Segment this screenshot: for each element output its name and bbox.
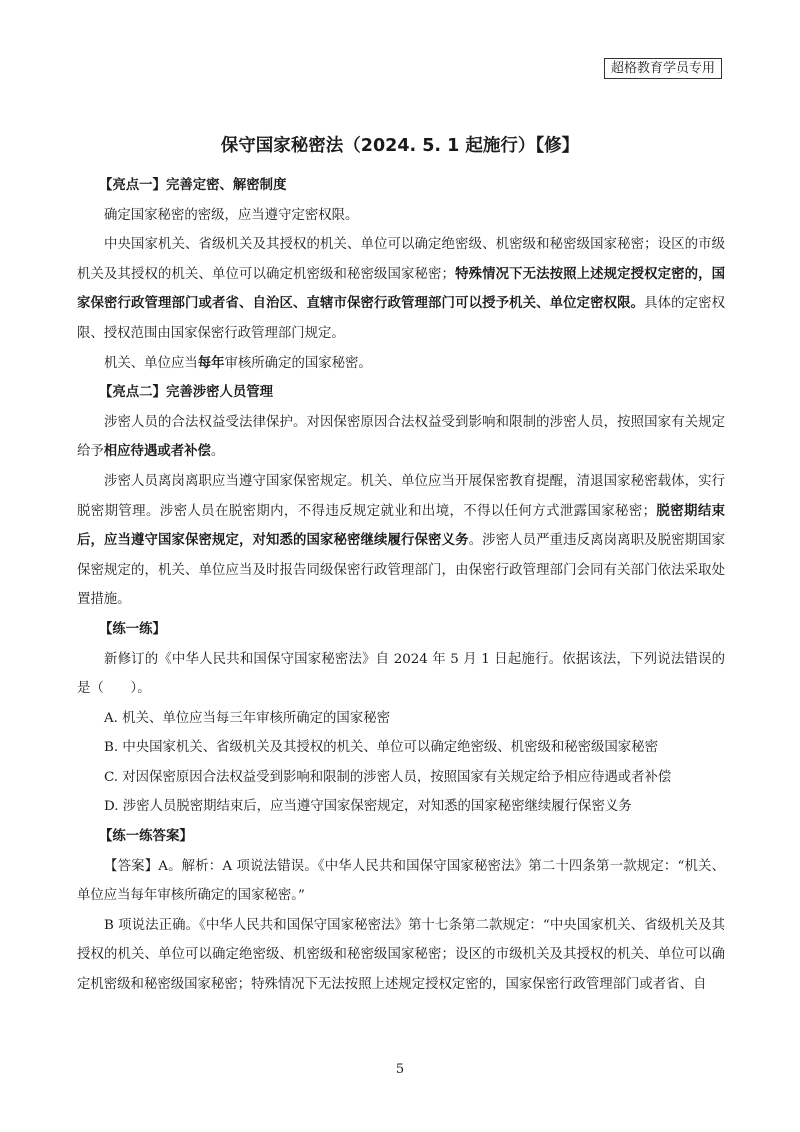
answer-heading: 【练一练答案】 (99, 829, 193, 845)
answer-b-paragraph: B 项说法正确。《中华人民共和国保守国家秘密法》第十七条第二款规定：“中央国家机关、省级机关及其授权的机关、单位可以确定绝密级、机密级和秘密级国家秘密；设区的市级机关及其授权的机关、单位可以确定机密级和秘密级国家秘密；特殊情况下无法按照上述规定授权定密的，国家保密行政管理部门或者省、自 (77, 917, 725, 993)
page-number: 5 (395, 1062, 405, 1077)
exercise-heading: 【练一练】 (99, 621, 166, 637)
option-b: B. 中央国家机关、省级机关及其授权的机关、单位可以确定绝密级、机密级和秘密级国家秘密 (104, 740, 658, 756)
paragraph-2: 中央国家机关、省级机关及其授权的机关、单位可以确定绝密级、机密级和秘密级国家秘密；设区的市级机关及其授权的机关、单位可以确定机密级和秘密级国家秘密；特殊情况下无法按照上述规定授权定密的，国家保密行政管理部门或者省、自治区、直辖市保密行政管理部门可以授予机关、单位定密权限。具体的定密权限、授权范围由国家保密行政管理部门规定。 (77, 237, 726, 341)
section-heading-2: 【亮点二】完善涉密人员管理 (99, 385, 274, 401)
paragraph-3: 机关、单位应当每年审核所确定的国家秘密。 (104, 354, 372, 371)
option-a: A. 机关、单位应当每三年审核所确定的国家秘密 (104, 710, 390, 726)
answer-paragraph: 【答案】A。解析：A 项说法错误。《中华人民共和国保守国家秘密法》第二十四条第一款规定：“机关、单位应当每年审核所确定的国家秘密。” (77, 858, 725, 904)
page-title: 保守国家秘密法（2024. 5. 1 起施行）【修】 (220, 136, 580, 156)
header-tag: 超格教育学员专用 (604, 58, 722, 79)
question: 新修订的《中华人民共和国保守国家秘密法》自 2024 年 5 月 1 日起施行。依据该法，下列说法错误的是（ ）。 (77, 651, 725, 697)
option-d: D. 涉密人员脱密期结束后，应当遵守国家保密规定，对知悉的国家秘密继续履行保密义务 (104, 799, 632, 815)
option-c: C. 对因保密原因合法权益受到影响和限制的涉密人员，按照国家有关规定给予相应待遇或者补偿 (104, 769, 672, 785)
paragraph-4: 涉密人员的合法权益受法律保护。对因保密原因合法权益受到影响和限制的涉密人员，按照国家有关规定给予相应待遇或者补偿。 (77, 414, 725, 460)
section-heading-1: 【亮点一】完善定密、解密制度 (99, 178, 287, 193)
paragraph-5: 涉密人员离岗离职应当遵守国家保密规定。机关、单位应当开展保密教育提醒，清退国家秘密载体，实行脱密期管理。涉密人员在脱密期内，不得违反规定就业和出境，不得以任何方式泄露国家秘密；脱密期结束后，应当遵守国家保密规定，对知悉的国家秘密继续履行保密义务。涉密人员严重违反离岗离职及脱密期国家保密规定的，机关、单位应当及时报告同级保密行政管理部门，由保密行政管理部门会同有关部门依法采取处置措施。 (77, 473, 726, 608)
document-body (77, 171, 725, 1000)
paragraph-1: 确定国家秘密的密级，应当遵守定密权限。 (104, 207, 359, 223)
